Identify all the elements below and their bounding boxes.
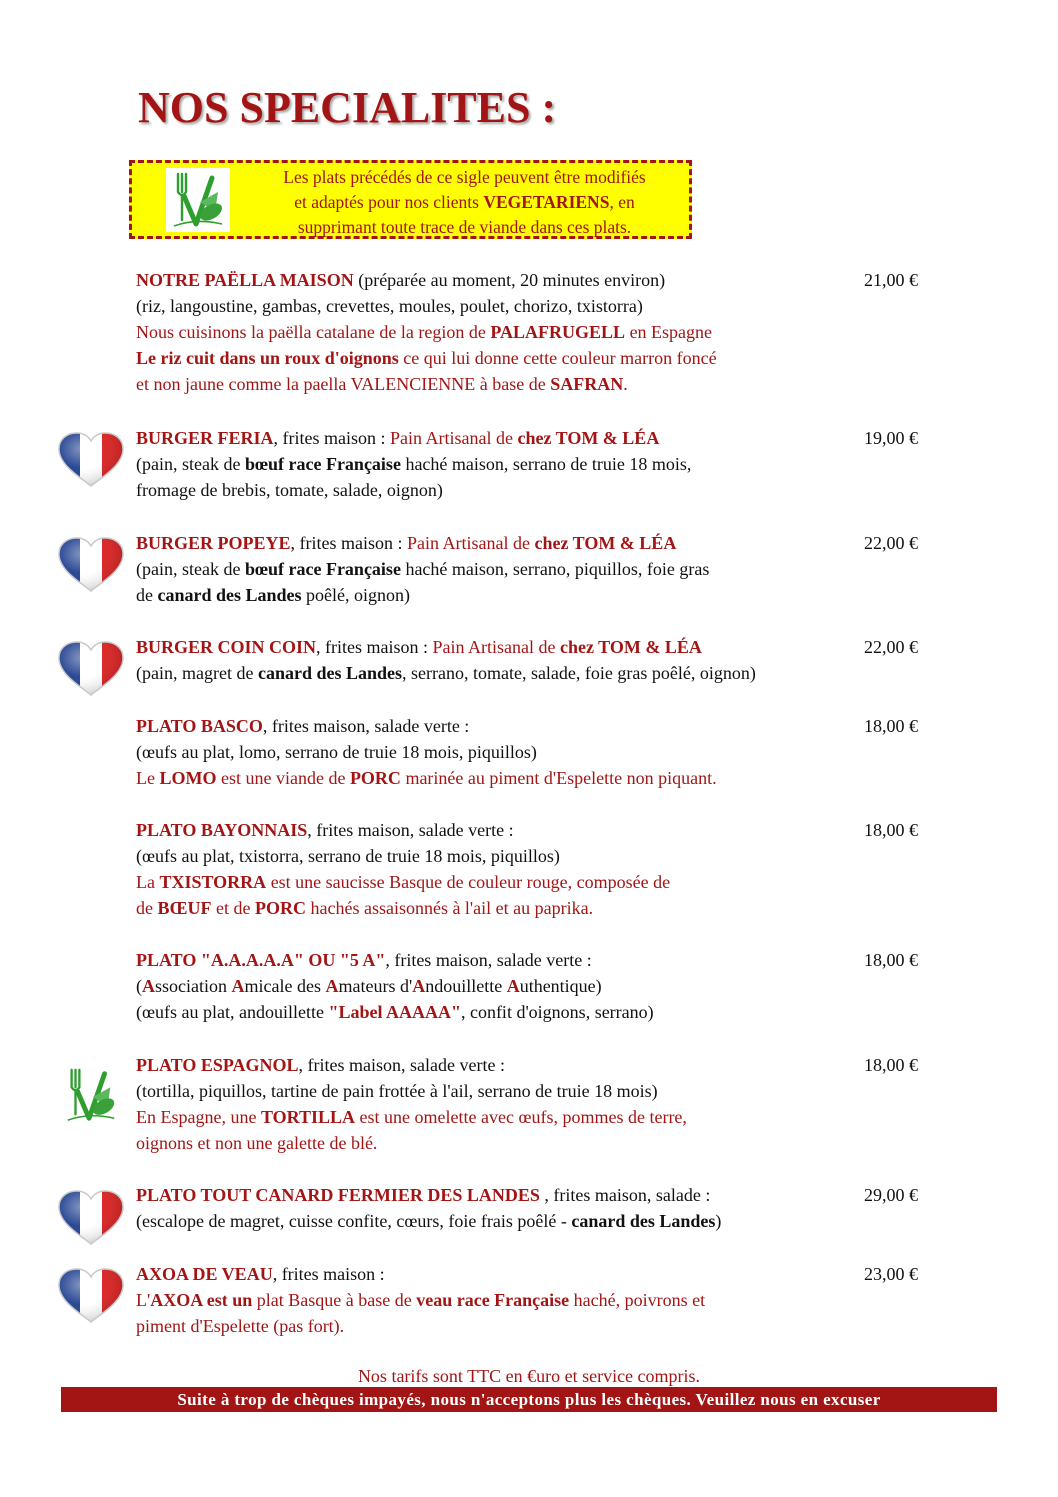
dish-price: 18,00 € [864, 1055, 918, 1075]
dish-price: 18,00 € [864, 820, 918, 840]
menu-item-plato-bayonnais: PLATO BAYONNAIS, frites maison, salade verte : (œufs au plat, txistorra, serrano de truie 18 mois, piquillos) La TXISTORRA est une saucisse Basque de couleur rouge, composée de de BŒUF et de PORC hachés assaisonnés à l'ail et au paprika. 18,00 € [136, 817, 936, 921]
french-flag-heart-icon [58, 1190, 124, 1246]
dish-ingredients: (pain, steak de bœuf race Française haché maison, serrano de truie 18 mois, [136, 454, 692, 474]
dish-ingredients: (pain, magret de canard des Landes, serrano, tomate, salade, foie gras poêlé, oignon) [136, 663, 756, 683]
dish-description: de BŒUF et de PORC hachés assaisonnés à l'ail et au paprika. [136, 898, 594, 918]
vegetarian-notice [129, 160, 692, 239]
dish-description: piment d'Espelette (pas fort). [136, 1316, 345, 1336]
dish-description: et non jaune comme la paella VALENCIENNE à base de SAFRAN. [136, 374, 628, 394]
dish-name: BURGER POPEYE [136, 533, 291, 553]
page-title: NOS SPECIALITES : [138, 83, 557, 132]
dish-price: 19,00 € [864, 428, 918, 448]
dish-name: NOTRE PAËLLA MAISON [136, 270, 354, 290]
dish-price: 29,00 € [864, 1185, 918, 1205]
dish-description: (Association Amicale des Amateurs d'Andouillette Authentique) [136, 976, 602, 996]
menu-item-plato-tout-canard: PLATO TOUT CANARD FERMIER DES LANDES , frites maison, salade : (escalope de magret, cuisse confite, cœurs, foie frais poêlé - canard des Landes) 29,00 € [136, 1182, 936, 1234]
dish-name: PLATO TOUT CANARD FERMIER DES LANDES [136, 1185, 540, 1205]
notice-line: supprimant toute trace de viande dans ces plats. [297, 217, 632, 237]
dish-name: BURGER COIN COIN [136, 637, 317, 657]
dish-name: PLATO BASCO [136, 716, 263, 736]
menu-item-burger-popeye: BURGER POPEYE, frites maison : Pain Artisanal de chez TOM & LÉA (pain, steak de bœuf race Française haché maison, serrano, piquillos, foie gras de canard des Landes poêlé, oignon) 22,00 € [136, 530, 936, 608]
dish-ingredients: (pain, steak de bœuf race Française haché maison, serrano, piquillos, foie gras [136, 559, 710, 579]
dish-description: L'AXOA est un plat Basque à base de veau race Française haché, poivrons et [136, 1290, 706, 1310]
dish-ingredients: fromage de brebis, tomate, salade, oignon) [136, 480, 443, 500]
dish-description: La TXISTORRA est une saucisse Basque de couleur rouge, composée de [136, 872, 671, 892]
dish-ingredients: (œufs au plat, lomo, serrano de truie 18 mois, piquillos) [136, 742, 537, 762]
dish-price: 18,00 € [864, 950, 918, 970]
dish-description: Le riz cuit dans un roux d'oignons ce qui lui donne cette couleur marron foncé [136, 348, 717, 368]
notice-line: et adaptés pour nos clients VEGETARIENS, en [294, 192, 635, 212]
dish-description: oignons et non une galette de blé. [136, 1133, 378, 1153]
dish-name: BURGER FERIA [136, 428, 274, 448]
dish-ingredients: de canard des Landes poêlé, oignon) [136, 585, 411, 605]
pricing-note: Nos tarifs sont TTC en €uro et service compris. [357, 1366, 701, 1386]
french-flag-heart-icon [58, 1268, 124, 1324]
dish-name: PLATO BAYONNAIS [136, 820, 308, 840]
dish-ingredients: (riz, langoustine, gambas, crevettes, moules, poulet, chorizo, txistorra) [136, 296, 643, 316]
dish-price: 22,00 € [864, 533, 918, 553]
french-flag-heart-icon [58, 432, 124, 488]
menu-item-plato-espagnol: PLATO ESPAGNOL, frites maison, salade verte : (tortilla, piquillos, tartine de pain frottée à l'ail, serrano de truie 18 mois) En Espagne, une TORTILLA est une omelette avec œufs, pommes de terre, oignons et non une galette de blé. 18,00 € [136, 1052, 936, 1156]
menu-item-plato-basco: PLATO BASCO, frites maison, salade verte : (œufs au plat, lomo, serrano de truie 18 mois, piquillos) Le LOMO est une viande de PORC marinée au piment d'Espelette non piquant. 18,00 € [136, 713, 936, 791]
menu-item-burger-feria: BURGER FERIA, frites maison : Pain Artisanal de chez TOM & LÉA (pain, steak de bœuf race Française haché maison, serrano de truie 18 mois, fromage de brebis, tomate, salade, oignon) 19,00 € [136, 425, 936, 503]
menu-item-axoa-de-veau: AXOA DE VEAU, frites maison : L'AXOA est un plat Basque à base de veau race Française haché, poivrons et piment d'Espelette (pas fort). 23,00 € [136, 1261, 936, 1339]
vegetarian-notice-text [242, 165, 687, 240]
dish-price: 22,00 € [864, 637, 918, 657]
dish-ingredients: (œufs au plat, txistorra, serrano de truie 18 mois, piquillos) [136, 846, 560, 866]
dish-ingredients: (tortilla, piquillos, tartine de pain frottée à l'ail, serrano de truie 18 mois) [136, 1081, 658, 1101]
dish-ingredients: (escalope de magret, cuisse confite, cœurs, foie frais poêlé - canard des Landes) [136, 1211, 722, 1231]
dish-description: Nous cuisinons la paëlla catalane de la region de PALAFRUGELL en Espagne [136, 322, 713, 342]
cheque-notice-banner: Suite à trop de chèques impayés, nous n'acceptons plus les chèques. Veuillez nous en excuser [61, 1387, 997, 1412]
vegetarian-fork-leaf-icon [166, 168, 230, 232]
menu-item-paella: NOTRE PAËLLA MAISON (préparée au moment, 20 minutes environ) (riz, langoustine, gambas, crevettes, moules, poulet, chorizo, txistorra) Nous cuisinons la paëlla catalane de la region de PALAFRUGELL en Espagne Le riz cuit dans un roux d'oignons ce qui lui donne cette couleur marron foncé et non jaune comme la paella VALENCIENNE à base de SAFRAN. 21,00 € [136, 267, 936, 397]
dish-description: En Espagne, une TORTILLA est une omelette avec œufs, pommes de terre, [136, 1107, 687, 1127]
dish-name: AXOA DE VEAU [136, 1264, 273, 1284]
menu-item-burger-coin-coin: BURGER COIN COIN, frites maison : Pain Artisanal de chez TOM & LÉA (pain, magret de canard des Landes, serrano, tomate, salade, foie gras poêlé, oignon) 22,00 € [136, 634, 936, 686]
french-flag-heart-icon [58, 537, 124, 593]
dish-price: 18,00 € [864, 716, 918, 736]
notice-line: Les plats précédés de ce sigle peuvent être modifiés [283, 167, 646, 187]
french-flag-heart-icon [58, 641, 124, 697]
dish-price: 23,00 € [864, 1264, 918, 1284]
menu-item-plato-5a: PLATO "A.A.A.A.A" OU "5 A", frites maison, salade verte : (Association Amicale des Amateurs d'Andouillette Authentique) (œufs au plat, andouillette "Label AAAAA", confit d'oignons, serrano) 18,00 € [136, 947, 936, 1025]
dish-price: 21,00 € [864, 270, 918, 290]
dish-description: Le LOMO est une viande de PORC marinée au piment d'Espelette non piquant. [136, 768, 717, 788]
dish-name: PLATO ESPAGNOL [136, 1055, 299, 1075]
dish-ingredients: (œufs au plat, andouillette "Label AAAAA", confit d'oignons, serrano) [136, 1002, 654, 1022]
vegetarian-fork-leaf-icon [60, 1064, 122, 1126]
dish-name: PLATO "A.A.A.A.A" OU "5 A" [136, 950, 386, 970]
